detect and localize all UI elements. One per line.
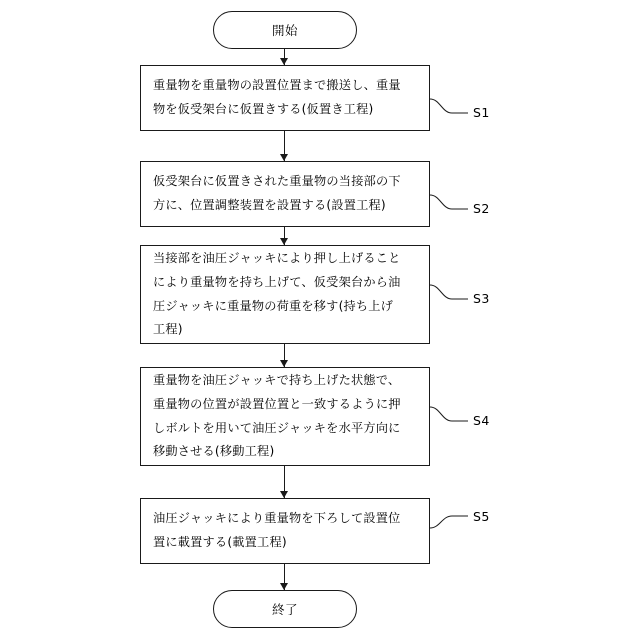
process-s4-text: 重量物を油圧ジャッキで持ち上げた状態で、 重量物の位置が設置位置と一致するように押 しボルトを用いて油圧ジャッキを水平方向に 移動させる(移動工程) bbox=[153, 372, 401, 459]
process-s2-text: 仮受架台に仮置きされた重量物の当接部の下 方に、位置調整装置を設置する(設置工程) bbox=[153, 174, 401, 212]
arrow-s1-s2 bbox=[280, 154, 288, 161]
step-label-s4: S4 bbox=[473, 413, 490, 428]
end-terminator bbox=[213, 590, 357, 628]
start-terminator bbox=[213, 11, 357, 49]
step-label-s5: S5 bbox=[473, 509, 490, 524]
arrow-s4-s5 bbox=[280, 491, 288, 498]
process-s2 bbox=[140, 161, 430, 227]
leader-s2 bbox=[430, 191, 470, 215]
leader-s5 bbox=[430, 510, 470, 534]
process-s1 bbox=[140, 65, 430, 131]
step-label-s1: S1 bbox=[473, 105, 490, 120]
end-label: 終了 bbox=[271, 602, 298, 617]
process-s4 bbox=[140, 367, 430, 466]
arrow-start-s1 bbox=[280, 58, 288, 65]
start-label: 開始 bbox=[271, 23, 298, 38]
process-s3 bbox=[140, 245, 430, 344]
step-label-s3: S3 bbox=[473, 291, 490, 306]
process-s5-text: 油圧ジャッキにより重量物を下ろして設置位 置に載置する(載置工程) bbox=[153, 511, 401, 549]
arrow-s3-s4 bbox=[280, 360, 288, 367]
process-s5 bbox=[140, 498, 430, 564]
leader-s3 bbox=[430, 281, 470, 305]
process-s3-text: 当接部を油圧ジャッキにより押し上げること により重量物を持ち上げて、仮受架台から油 圧ジャッキに重量物の荷重を移す(持ち上げ 工程) bbox=[153, 250, 401, 337]
arrow-s5-end bbox=[280, 583, 288, 590]
leader-s4 bbox=[430, 403, 470, 427]
step-label-s2: S2 bbox=[473, 201, 490, 216]
arrow-s2-s3 bbox=[280, 238, 288, 245]
leader-s1 bbox=[430, 95, 470, 119]
process-s1-text: 重量物を重量物の設置位置まで搬送し、重量 物を仮受架台に仮置きする(仮置き工程) bbox=[153, 78, 401, 116]
